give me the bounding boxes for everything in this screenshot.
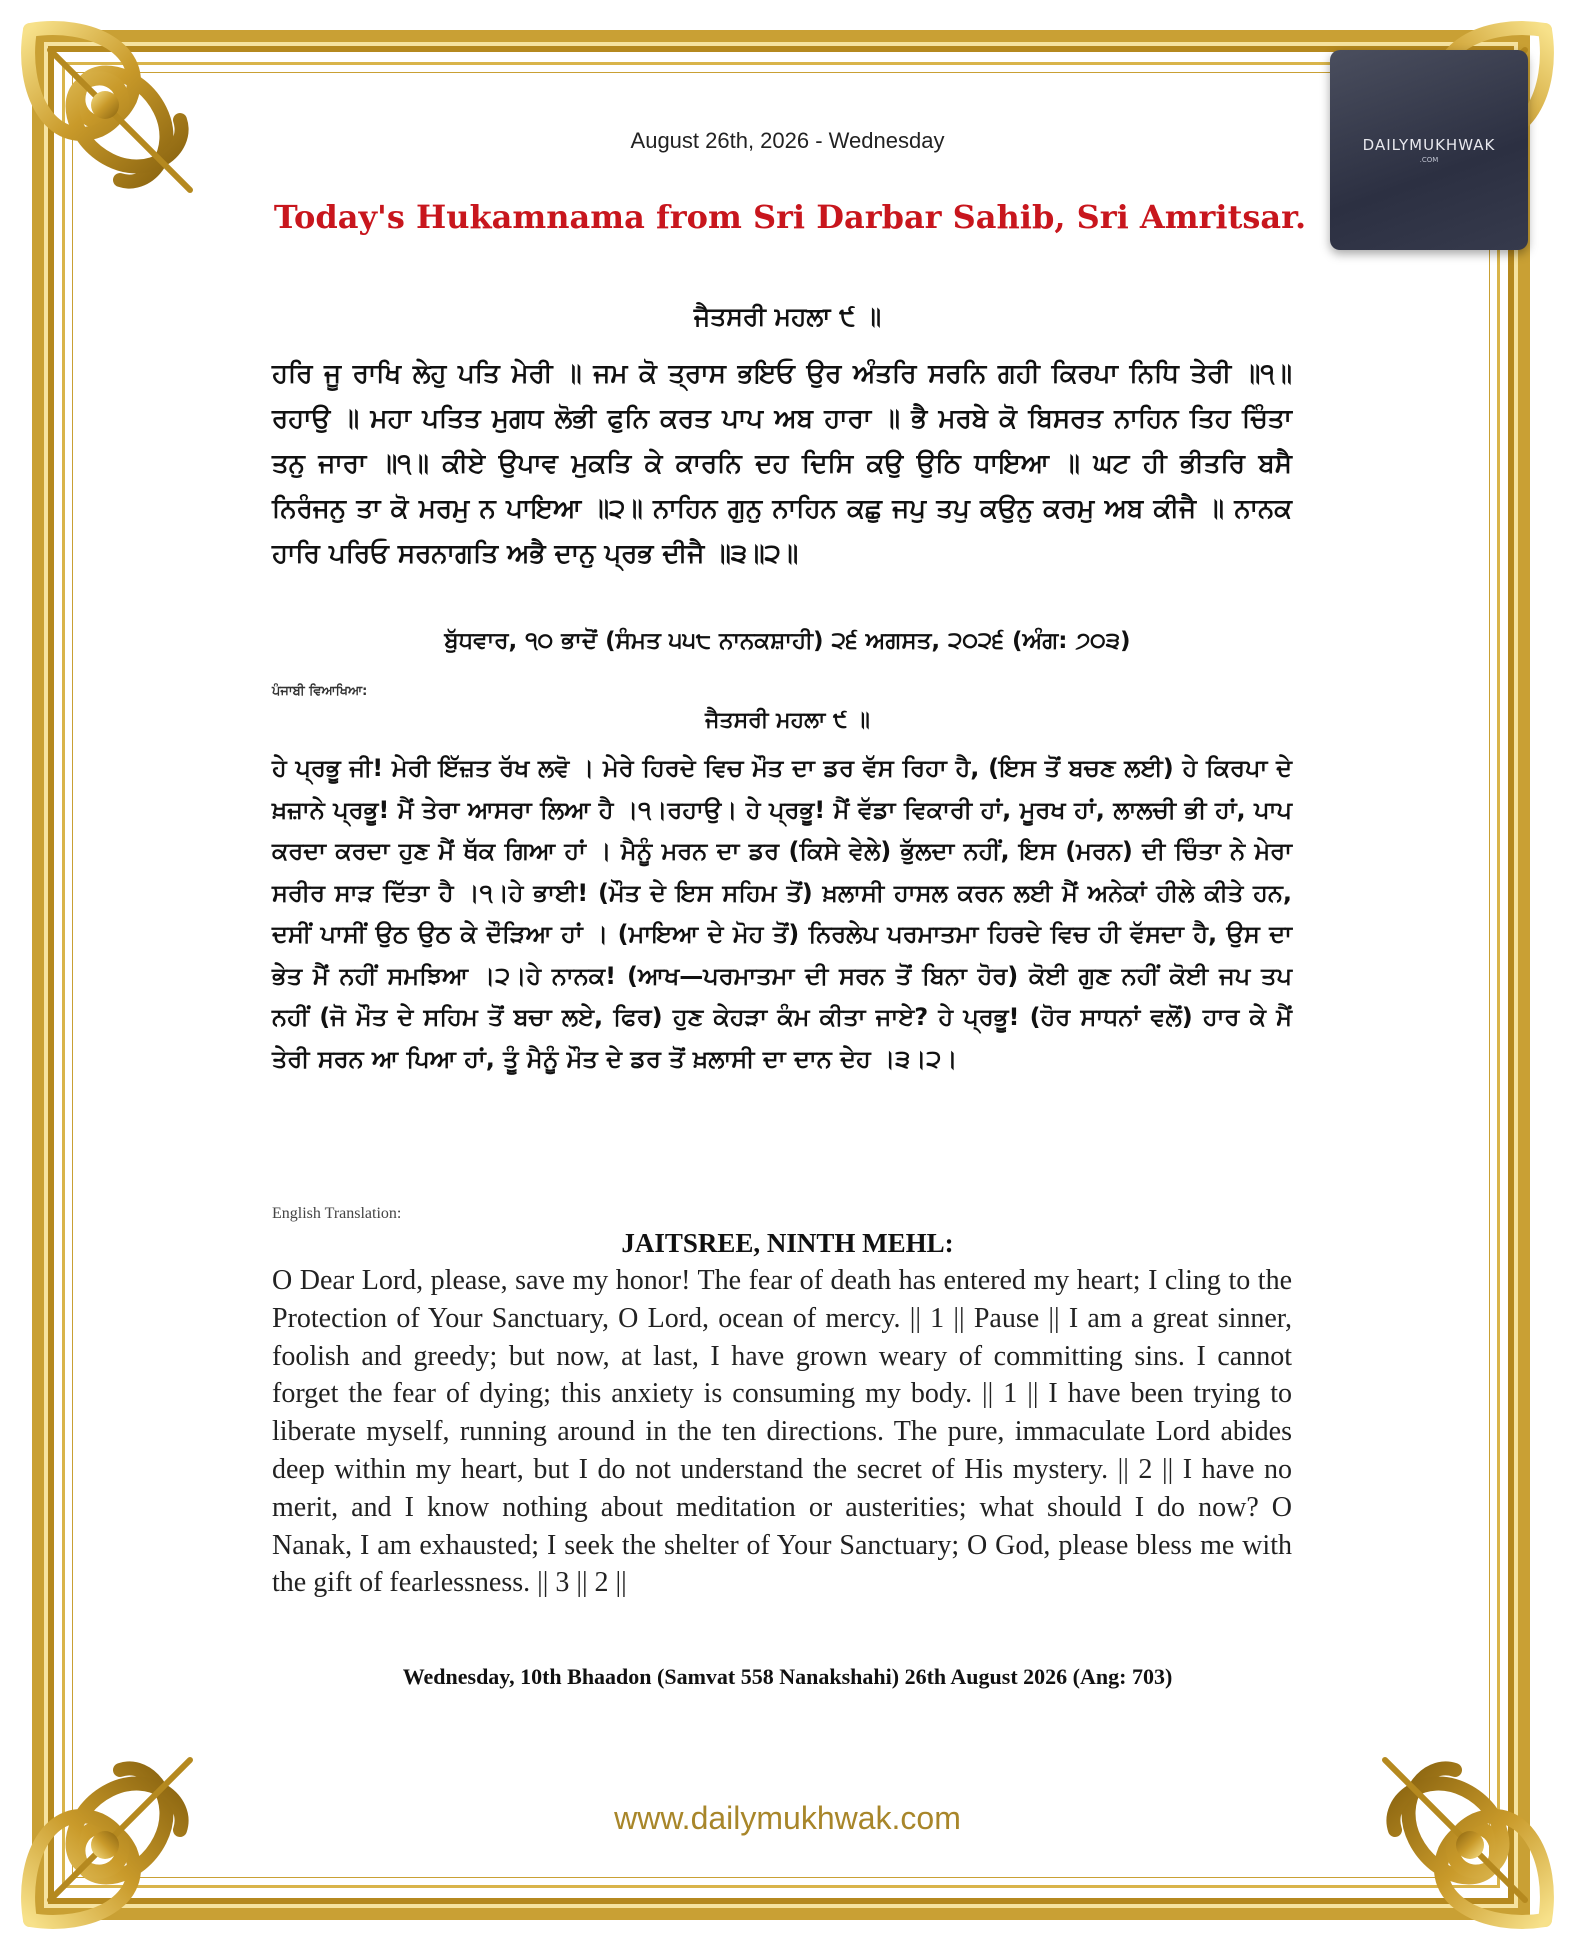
punjabi-explanation-text: ਹੇ ਪ੍ਰਭੂ ਜੀ! ਮੇਰੀ ਇੱਜ਼ਤ ਰੱਖ ਲਵੋ । ਮੇਰੇ ਹਿਰਦੇ ਵਿਚ ਮੌਤ ਦਾ ਡਰ ਵੱਸ ਰਿਹਾ ਹੈ, (ਇਸ ਤੋਂ ਬਚਣ ਲਈ) ਹੇ ਕਿਰਪਾ ਦੇ ਖ਼ਜ਼ਾਨੇ ਪ੍ਰਭੂ! ਮੈਂ ਤੇਰਾ ਆਸਰਾ ਲਿਆ ਹੈ ।੧।ਰਹਾਉ। ਹੇ ਪ੍ਰਭੂ! ਮੈਂ ਵੱਡਾ ਵਿਕਾਰੀ ਹਾਂ, ਮੂਰਖ ਹਾਂ, ਲਾਲਚੀ ਭੀ ਹਾਂ, ਪਾਪ ਕਰਦਾ ਕਰਦਾ ਹੁਣ ਮੈਂ ਥੱਕ ਗਿਆ ਹਾਂ । ਮੈਨੂੰ ਮਰਨ ਦਾ ਡਰ (ਕਿਸੇ ਵੇਲੇ) ਭੁੱਲਦਾ ਨਹੀਂ, ਇਸ (ਮਰਨ) ਦੀ ਚਿੰਤਾ ਨੇ ਮੇਰਾ ਸਰੀਰ ਸਾੜ ਦਿੱਤਾ ਹੈ ।੧।ਹੇ ਭਾਈ! (ਮੌਤ ਦੇ ਇਸ ਸਹਿਮ ਤੋਂ) ਖ਼ਲਾਸੀ ਹਾਸਲ ਕਰਨ ਲਈ ਮੈਂ ਅਨੇਕਾਂ ਹੀਲੇ ਕੀਤੇ ਹਨ, ਦਸੀਂ ਪਾਸੀਂ ਉਠ ਉਠ ਕੇ ਦੌੜਿਆ ਹਾਂ । (ਮਾਇਆ ਦੇ ਮੋਹ ਤੋਂ) ਨਿਰਲੇਪ ਪਰਮਾਤਮਾ ਹਿਰਦੇ ਵਿਚ ਹੀ ਵੱਸਦਾ ਹੈ, ਉਸ ਦਾ ਭੇਤ ਮੈਂ ਨਹੀਂ ਸਮਝਿਆ ।੨।ਹੇ ਨਾਨਕ! (ਆਖ—ਪਰਮਾਤਮਾ ਦੀ ਸਰਨ ਤੋਂ ਬਿਨਾ ਹੋਰ) ਕੋਈ ਗੁਣ ਨਹੀਂ ਕੋਈ ਜਪ ਤਪ ਨਹੀਂ (ਜੋ ਮੌਤ ਦੇ ਸਹਿਮ ਤੋਂ ਬਚਾ ਲਏ, ਫਿਰ) ਹੁਣ ਕੇਹੜਾ ਕੰਮ ਕੀਤਾ ਜਾਏ? ਹੇ ਪ੍ਰਭੂ! (ਹੋਰ ਸਾਧਨਾਂ ਵਲੋਂ) ਹਾਰ ਕੇ ਮੈਂ ਤੇਰੀ ਸਰਨ ਆ ਪਿਆ ਹਾਂ, ਤੂੰ ਮੈਨੂੰ ਮੌਤ ਦੇ ਡਰ ਤੋਂ ਖ਼ਲਾਸੀ ਦਾ ਦਾਨ ਦੇਹ ।੩।੨। bbox=[272, 754, 1292, 1073]
punjabi-explanation-label: ਪੰਜਾਬੀ ਵਿਆਖਿਆ: bbox=[272, 684, 368, 699]
shabad-heading: ਜੈਤਸਰੀ ਮਹਲਾ ੯ ॥ bbox=[693, 302, 882, 331]
website-url-link[interactable]: www.dailymukhwak.com bbox=[614, 1800, 961, 1836]
english-date-line: Wednesday, 10th Bhaadon (Samvat 558 Nanakshahi) 26th August 2026 (Ang: 703) bbox=[402, 1664, 1173, 1689]
english-translation-label: English Translation: bbox=[272, 1205, 402, 1222]
english-translation-heading: JAITSREE, NINTH MEHL: bbox=[621, 1228, 954, 1258]
shabad-text: ਹਰਿ ਜੂ ਰਾਖਿ ਲੇਹੁ ਪਤਿ ਮੇਰੀ ॥ ਜਮ ਕੋ ਤ੍ਰਾਸ ਭਇਓ ਉਰ ਅੰਤਰਿ ਸਰਨਿ ਗਹੀ ਕਿਰਪਾ ਨਿਧਿ ਤੇਰੀ ॥੧॥ ਰਹਾਉ ॥ ਮਹਾ ਪਤਿਤ ਮੁਗਧ ਲੋਭੀ ਫੁਨਿ ਕਰਤ ਪਾਪ ਅਬ ਹਾਰਾ ॥ ਭੈ ਮਰਬੇ ਕੋ ਬਿਸਰਤ ਨਾਹਿਨ ਤਿਹ ਚਿੰਤਾ ਤਨੁ ਜਾਰਾ ॥੧॥ ਕੀਏ ਉਪਾਵ ਮੁਕਤਿ ਕੇ ਕਾਰਨਿ ਦਹ ਦਿਸਿ ਕਉ ਉਠਿ ਧਾਇਆ ॥ ਘਟ ਹੀ ਭੀਤਰਿ ਬਸੈ ਨਿਰੰਜਨੁ ਤਾ ਕੋ ਮਰਮੁ ਨ ਪਾਇਆ ॥੨॥ ਨਾਹਿਨ ਗੁਨੁ ਨਾਹਿਨ ਕਛੁ ਜਪੁ ਤਪੁ ਕਉਨੁ ਕਰਮੁ ਅਬ ਕੀਜੈ ॥ ਨਾਨਕ ਹਾਰਿ ਪਰਿਓ ਸਰਨਾਗਤਿ ਅਭੈ ਦਾਨੁ ਪ੍ਰਭ ਦੀਜੈ ॥੩॥੨॥ bbox=[272, 359, 1292, 569]
logo-sub-text: .COM bbox=[1419, 156, 1439, 164]
english-translation-text: O Dear Lord, please, save my honor! The fear of death has entered my heart; I cling to the Protection of Your Sanctuary, O Lord, ocean of mercy. || 1 || Pause || I am a great sinner, foolish and greedy; but now, at last, I have grown weary of committing sins. I cannot forget the fear of dying; this anxiety is consuming my body. || 1 || I have been trying to liberate myself, running around in the ten directions. The pure, immaculate Lord abides deep within my heart, but I do not understand the secret of His mystery. || 2 || I have no merit, and I know nothing about meditation or austerities; what should I do now? O Nanak, I am exhausted; I seek the shelter of Your Sanctuary; O God, please bless me with the gift of fearlessness. || 3 || 2 || bbox=[272, 1265, 1292, 1599]
logo-brand-text: DAILYMUKHWAK bbox=[1362, 136, 1496, 154]
page-title: Today's Hukamnama from Sri Darbar Sahib, Sri Amritsar. bbox=[273, 198, 1307, 236]
page-date: August 26th, 2026 - Wednesday bbox=[630, 128, 945, 153]
shabad-date-line: ਬੁੱਧਵਾਰ, ੧੦ ਭਾਦੋਂ (ਸੰਮਤ ੫੫੮ ਨਾਨਕਸ਼ਾਹੀ) ੨੬ ਅਗਸਤ, ੨੦੨੬ (ਅੰਗ: ੭੦੩) bbox=[444, 628, 1131, 654]
punjabi-explanation-heading: ਜੈਤਸਰੀ ਮਹਲਾ ੯ ॥ bbox=[705, 708, 870, 733]
